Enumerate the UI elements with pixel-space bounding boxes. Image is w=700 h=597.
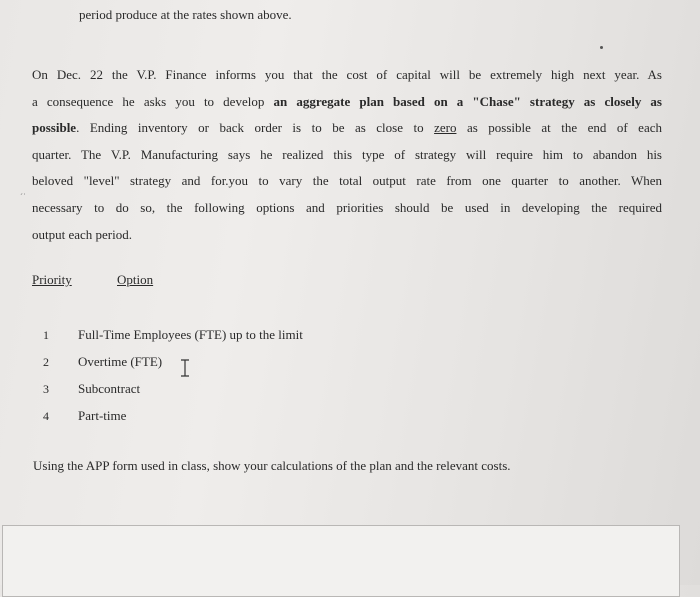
paragraph-line-7: output each period.	[32, 226, 132, 242]
closing-instruction: Using the APP form used in class, show your calculations of the plan and the relevant costs.	[33, 458, 511, 473]
priority-number: 3	[43, 382, 49, 396]
instructions-paragraph	[32, 62, 662, 248]
emphasis-chase-plan: an aggregate plan based on a "Chase" strategy as closely as	[273, 93, 662, 109]
option-column-header: Option	[117, 272, 154, 287]
paragraph-line-6: necessary to do so, the following options and priorities should be used in developing the required	[32, 199, 662, 215]
intro-line: period produce at the rates shown above.	[79, 7, 292, 22]
priority-option: Subcontract	[78, 381, 141, 396]
priority-column-header: Priority	[32, 272, 72, 287]
paragraph-line-1: On Dec. 22 the V.P. Finance informs you that the cost of capital will be extremely high next year. As	[32, 67, 662, 82]
paragraph-line-5: beloved "level" strategy and for.you to vary the total output rate from one quarter to another. When	[32, 173, 662, 189]
priority-option: Full-Time Employees (FTE) up to the limit	[78, 327, 303, 342]
stray-dot	[600, 46, 603, 49]
priority-option: Part-time	[78, 408, 127, 423]
paragraph-line-3: possible. Ending inventory or back order is to be as close to zero as possible at the end of each	[32, 120, 662, 136]
priority-number: 1	[43, 328, 49, 342]
priority-number: 4	[43, 409, 49, 423]
paragraph-line-2: a consequence he asks you to develop an aggregate plan based on a "Chase" strategy as closely as	[32, 93, 662, 109]
margin-mark: ´˙	[20, 192, 26, 202]
priority-number: 2	[43, 355, 49, 369]
priority-option: Overtime (FTE)	[78, 354, 163, 369]
emphasis-possible: possible	[32, 120, 77, 136]
paragraph-line-4: quarter. The V.P. Manufacturing says he realized this type of strategy will require him to abandon his	[32, 146, 662, 162]
underlined-zero: zero	[434, 120, 457, 136]
answer-text-area[interactable]	[2, 525, 680, 597]
i-beam-cursor-icon	[180, 359, 190, 377]
